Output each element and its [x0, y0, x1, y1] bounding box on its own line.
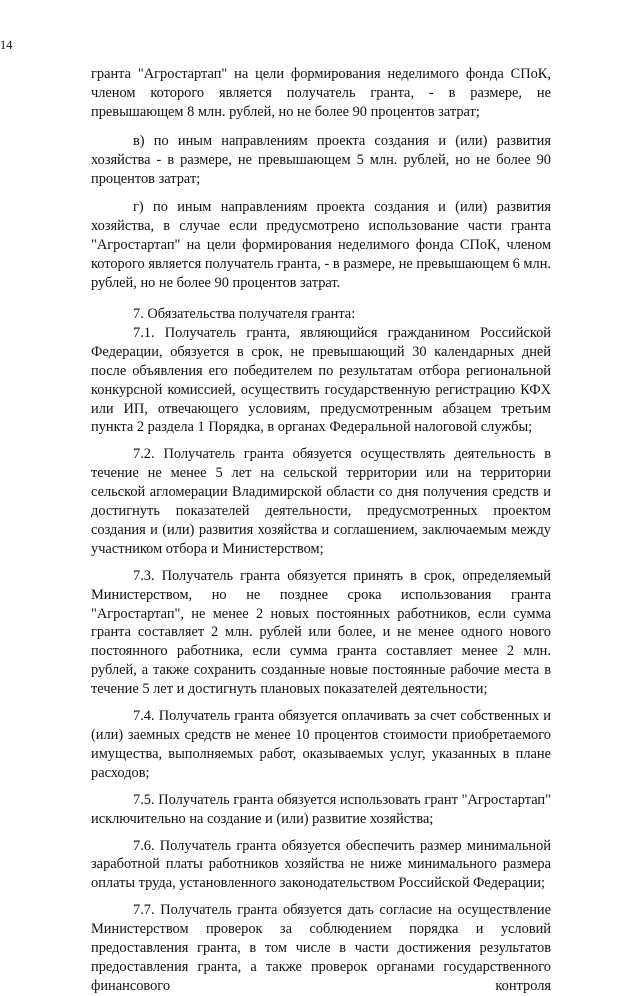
paragraph-subitem-v: в) по иным направлениям проекта создания и (или) развития хозяйства - в размере, не превышающем 5 млн. рублей, но не более 90 процентов затрат;	[91, 132, 551, 187]
paragraph-7-7: 7.7. Получатель гранта обязуется дать согласие на осуществление Министерством проверок за соблюдением порядка и условий предоставления гранта, в том числе в части достижения результатов предоставления гранта, а также проверок органами государственного финансового контроля	[91, 902, 551, 994]
paragraph-grant-fund-continuation: гранта "Агростартап" на цели формирования неделимого фонда СПоК, членом которого является получатель гранта, - в размере, не превышающем 8 млн. рублей, но не более 90 процентов затрат;	[91, 66, 551, 120]
paragraph-7-5: 7.5. Получатель гранта обязуется использовать грант "Агростартап" исключительно на создание и (или) развитие хозяйства;	[91, 791, 551, 827]
paragraph-7-6: 7.6. Получатель гранта обязуется обеспечить размер минимальной заработной платы работников хозяйства не ниже минимального размера оплаты труда, установленного законодательством Российской Федерации;	[91, 837, 551, 892]
paragraph-7-2: 7.2. Получатель гранта обязуется осуществлять деятельность в течение не менее 5 лет на сельской территории или на территории сельской агломерации Владимирской области со дня получения средств и достигнуть показателей деятельности, предусмотренных проектом создания и (или) развития хозяйства и соглашением, заключаемым между участником отбора и Министерством;	[91, 446, 551, 557]
paragraph-subitem-g: г) по иным направлениям проекта создания и (или) развития хозяйства, в случае если предусмотрено использование части гранта "Агростартап" на цели формирования неделимого фонда СПоК, членом которого является получатель гранта, - в размере, не превышающем 6 млн. рублей, но не более 90 процентов затрат.	[91, 199, 551, 292]
page-number: 14	[0, 38, 13, 52]
paragraph-7-3: 7.3. Получатель гранта обязуется принять в срок, определяемый Министерством, но не позднее срока использования гранта "Агростартап", не менее 2 новых постоянных работников, если сумма гранта составляет 2 млн. рублей или более, и не менее одного нового постоянного работника, если сумма гранта составляет менее 2 млн. рублей, а также сохранить созданные новые постоянные рабочие места в течение 5 лет и достигнуть плановых показателей деятельности;	[91, 567, 551, 698]
document-body	[91, 65, 551, 996]
paragraph-7-4: 7.4. Получатель гранта обязуется оплачивать за счет собственных и (или) заемных средств не менее 10 процентов стоимости приобретаемого имущества, выполняемых работ, оказываемых услуг, указанных в плане расходов;	[91, 708, 551, 781]
paragraph-7-1: 7.1. Получатель гранта, являющийся гражданином Российской Федерации, обязуется в срок, не превышающий 30 календарных дней после объявления его победителем по результатам отбора региональной конкурсной комиссией, осуществить государственную регистрацию КФХ или ИП, отвечающего условиям, предусмотренным абзацем третьим пункта 2 раздела 1 Порядка, в органах Федеральной налоговой службы;	[91, 324, 551, 436]
section-heading-obligations: 7. Обязательства получателя гранта:	[133, 305, 356, 322]
